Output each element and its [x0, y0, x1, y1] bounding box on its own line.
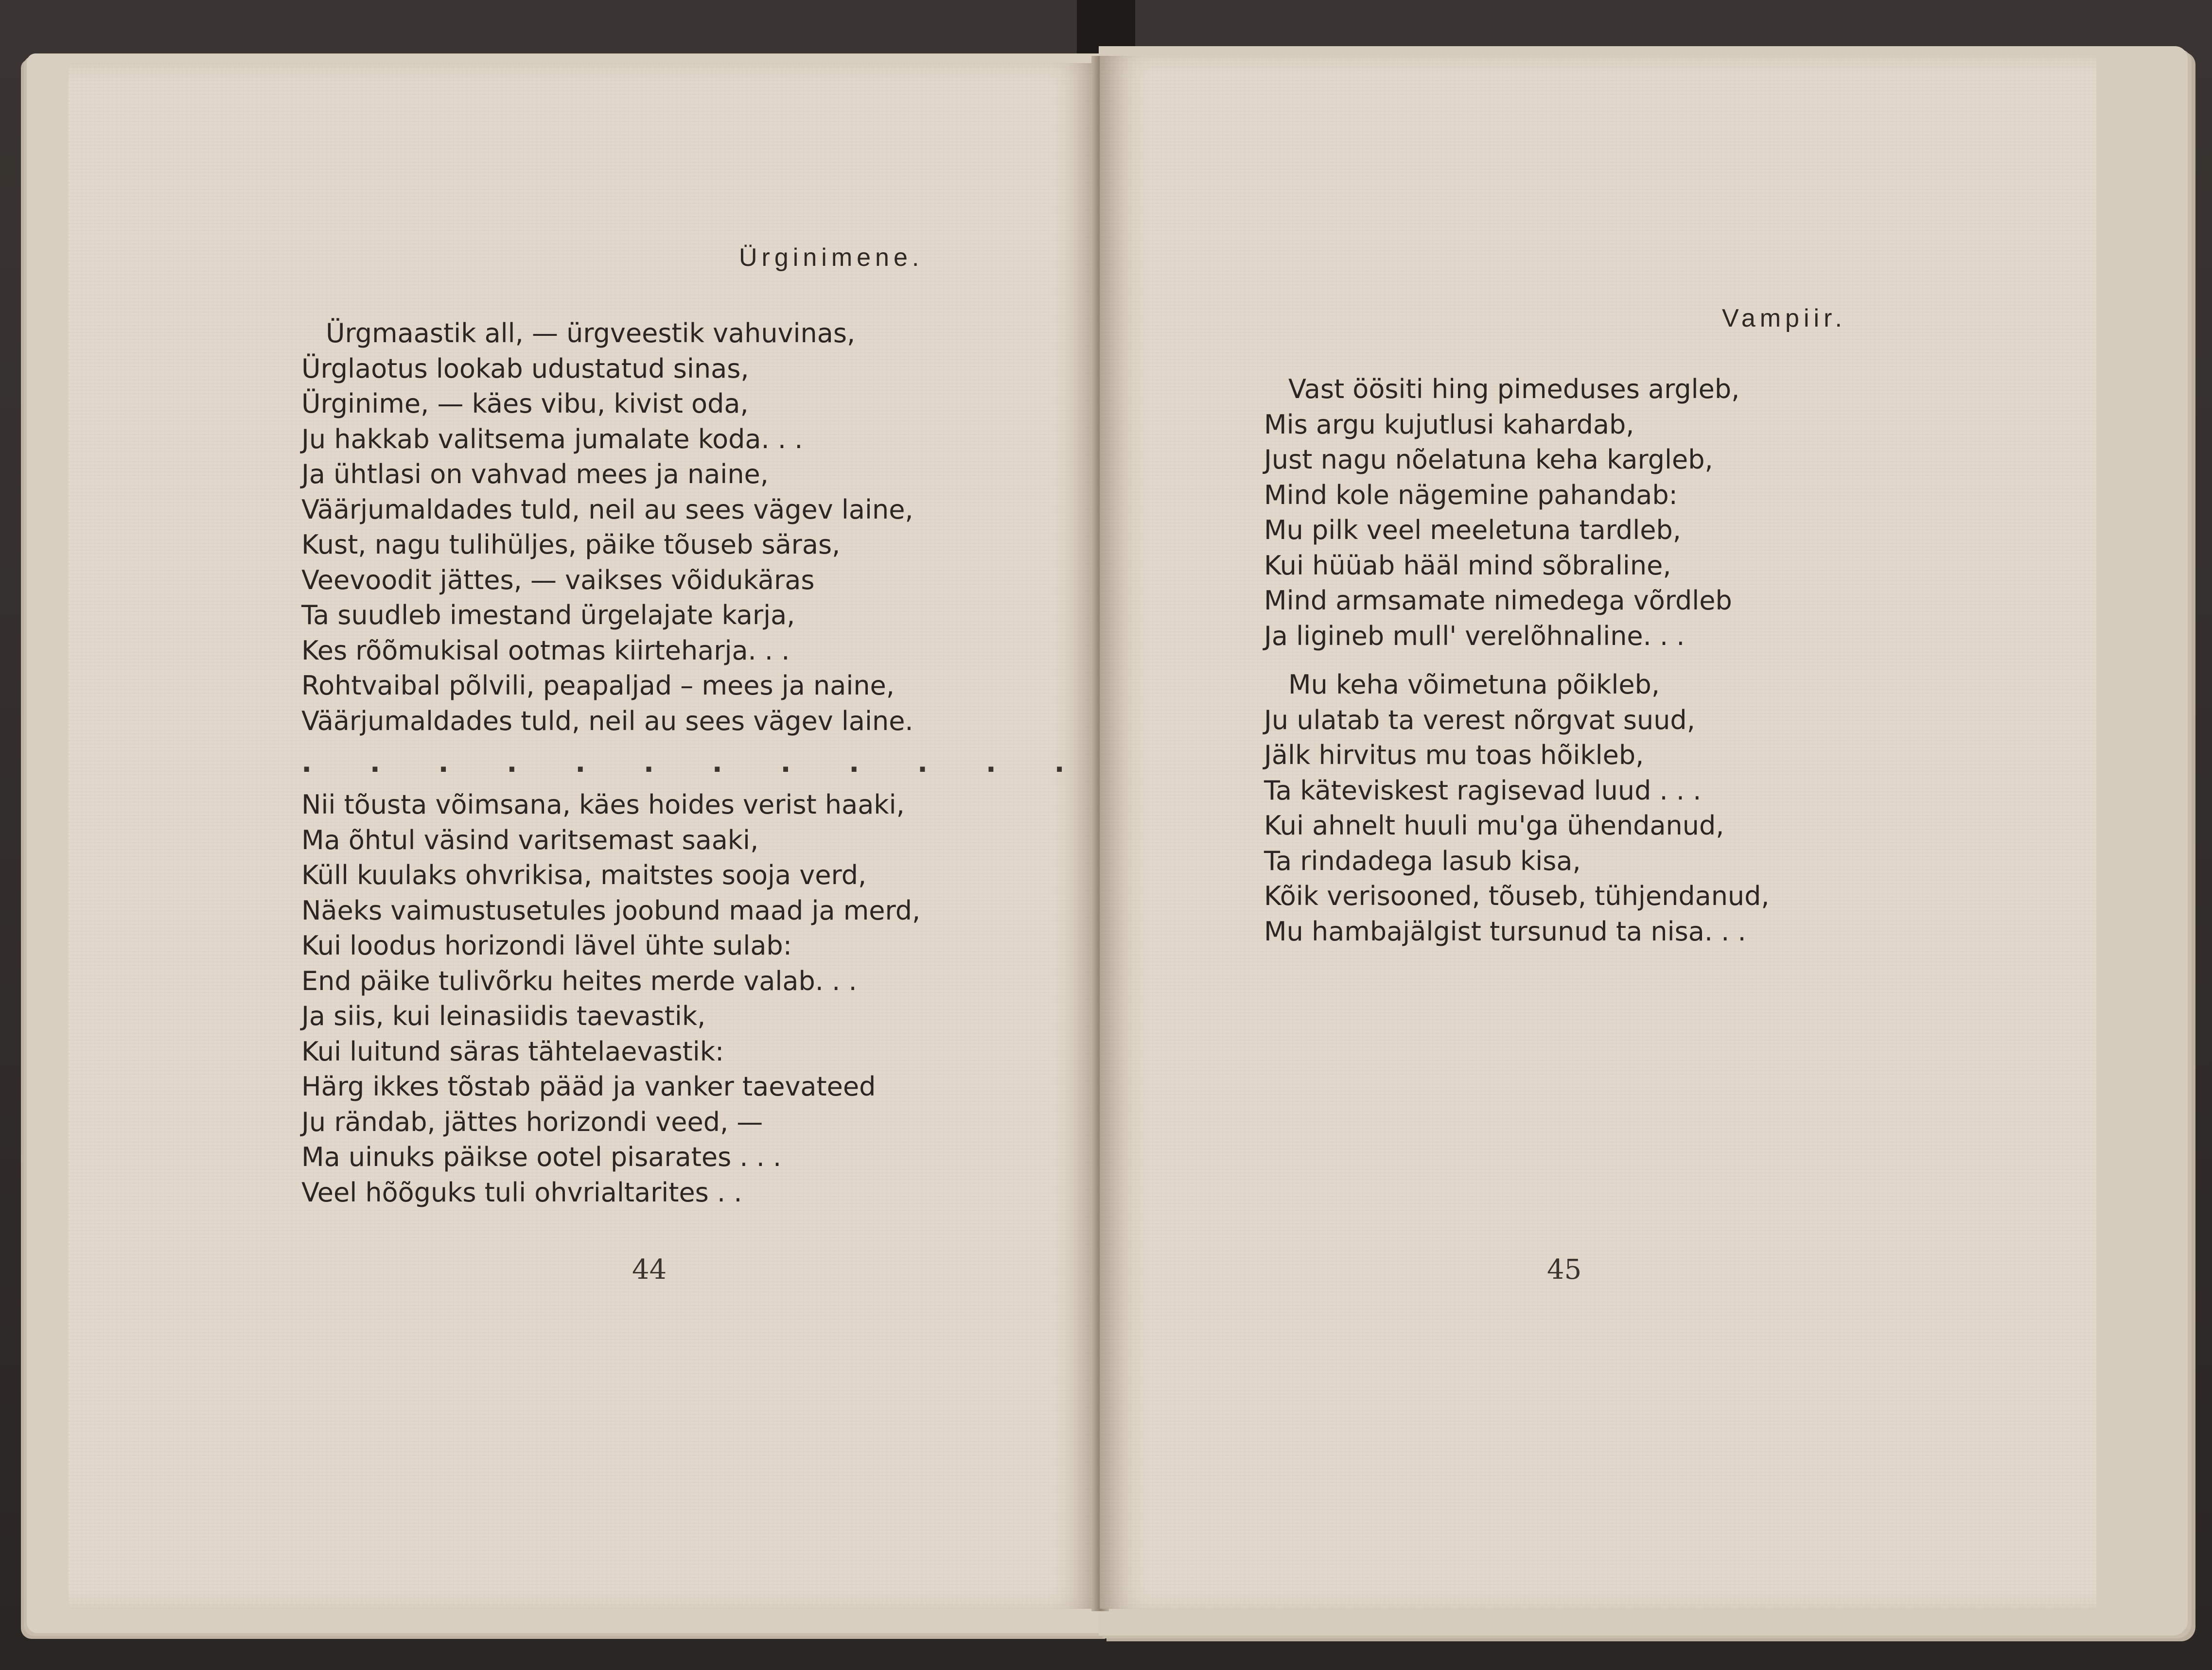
verse-line: Küll kuulaks ohvrikisa, maitstes sooja verd,	[301, 860, 867, 890]
verse-line: Mu hambajälgist tursunud ta nisa. . .	[1264, 916, 1746, 947]
verse-line: Ürglaotus lookab udustatud sinas,	[301, 353, 749, 384]
verse-line: Ja siis, kui leinasiidis taevastik,	[301, 1001, 706, 1031]
verse-line: Ju rändab, jättes horizondi veed, —	[301, 1106, 763, 1137]
poem-body-right	[1264, 372, 1770, 949]
verse-line: Väärjumaldades tuld, neil au sees vägev laine,	[301, 494, 913, 525]
page-number-right: 45	[1547, 1254, 1582, 1286]
verse-line: Ma õhtul väsind varitsemast saaki,	[301, 824, 759, 855]
verse-line: Kõik verisooned, tõuseb, tühjendanud,	[1264, 881, 1770, 911]
verse-line: Rohtvaibal põlvili, peapaljad – mees ja naine,	[301, 670, 895, 701]
verse-line: Jälk hirvitus mu toas hõikleb,	[1264, 740, 1644, 770]
poem-title-right: Vampiir.	[1722, 304, 1846, 332]
verse-line: Kui luitund säras tähtelaevastik:	[301, 1036, 724, 1067]
verse-line: Väärjumaldades tuld, neil au sees vägev laine.	[301, 705, 913, 736]
poem-body-left	[301, 316, 1089, 1210]
poem-title-left: Ürginimene.	[739, 244, 924, 272]
verse-line: Ma uinuks päikse ootel pisarates . . .	[301, 1142, 782, 1172]
verse-line: Ürgmaastik all, — ürgveestik vahuvinas,	[326, 318, 856, 348]
verse-line: Veel hõõguks tuli ohvrialtarites . .	[301, 1177, 742, 1208]
verse-line: Vast öösiti hing pimeduses argleb,	[1288, 374, 1740, 404]
verse-line: Nii tõusta võimsana, käes hoides verist haaki,	[301, 789, 905, 820]
verse-line: Ta rindadega lasub kisa,	[1264, 845, 1581, 876]
verse-line: Härg ikkes tõstab pääd ja vanker taevateed	[301, 1071, 876, 1102]
verse-line: Ta käteviskest ragisevad luud . . .	[1264, 775, 1702, 806]
verse-line: Veevoodit jättes, — vaikses võidukäras	[301, 564, 815, 595]
verse-line: Just nagu nõelatuna keha kargleb,	[1264, 444, 1713, 475]
verse-line: Kui ahnelt huuli mu'ga ühendanud,	[1264, 810, 1724, 841]
verse-line: Mu pilk veel meeletuna tardleb,	[1264, 515, 1681, 545]
verse-line: Mind kole nägemine pahandab:	[1264, 479, 1678, 510]
verse-line: Kes rõõmukisal ootmas kiirteharja. . .	[301, 635, 790, 666]
right-page	[1100, 56, 2096, 1609]
verse-line: Ju ulatab ta verest nõrgvat suud,	[1264, 704, 1695, 735]
verse-line: Mind armsamate nimedega võrdleb	[1264, 585, 1732, 616]
stanza-gap	[1264, 654, 1770, 667]
verse-line: Ürginime, — käes vibu, kivist oda,	[301, 388, 749, 419]
verse-line: Ta suudleb imestand ürgelajate karja,	[301, 600, 795, 630]
verse-line: Mis argu kujutlusi kahardab,	[1264, 409, 1634, 440]
page-number-left: 44	[632, 1254, 667, 1286]
verse-line: Kust, nagu tulihüljes, päike tõuseb säras,	[301, 529, 841, 560]
verse-line: Ja ligineb mull' verelõhnaline. . .	[1264, 620, 1685, 651]
verse-line: Mu keha võimetuna põikleb,	[1288, 669, 1660, 700]
verse-line: Kui hüüab hääl mind sõbraline,	[1264, 550, 1671, 581]
section-separator: . . . . . . . . . . . .	[301, 747, 1089, 779]
verse-line: Ja ühtlasi on vahvad mees ja naine,	[301, 459, 769, 489]
verse-line: Näeks vaimustusetules joobund maad ja merd,	[301, 895, 921, 926]
verse-line: Ju hakkab valitsema jumalate koda. . .	[301, 423, 803, 454]
verse-line: End päike tulivõrku heites merde valab. . .	[301, 965, 857, 996]
left-page	[68, 63, 1099, 1609]
verse-line: Kui loodus horizondi lävel ühte sulab:	[301, 930, 792, 961]
